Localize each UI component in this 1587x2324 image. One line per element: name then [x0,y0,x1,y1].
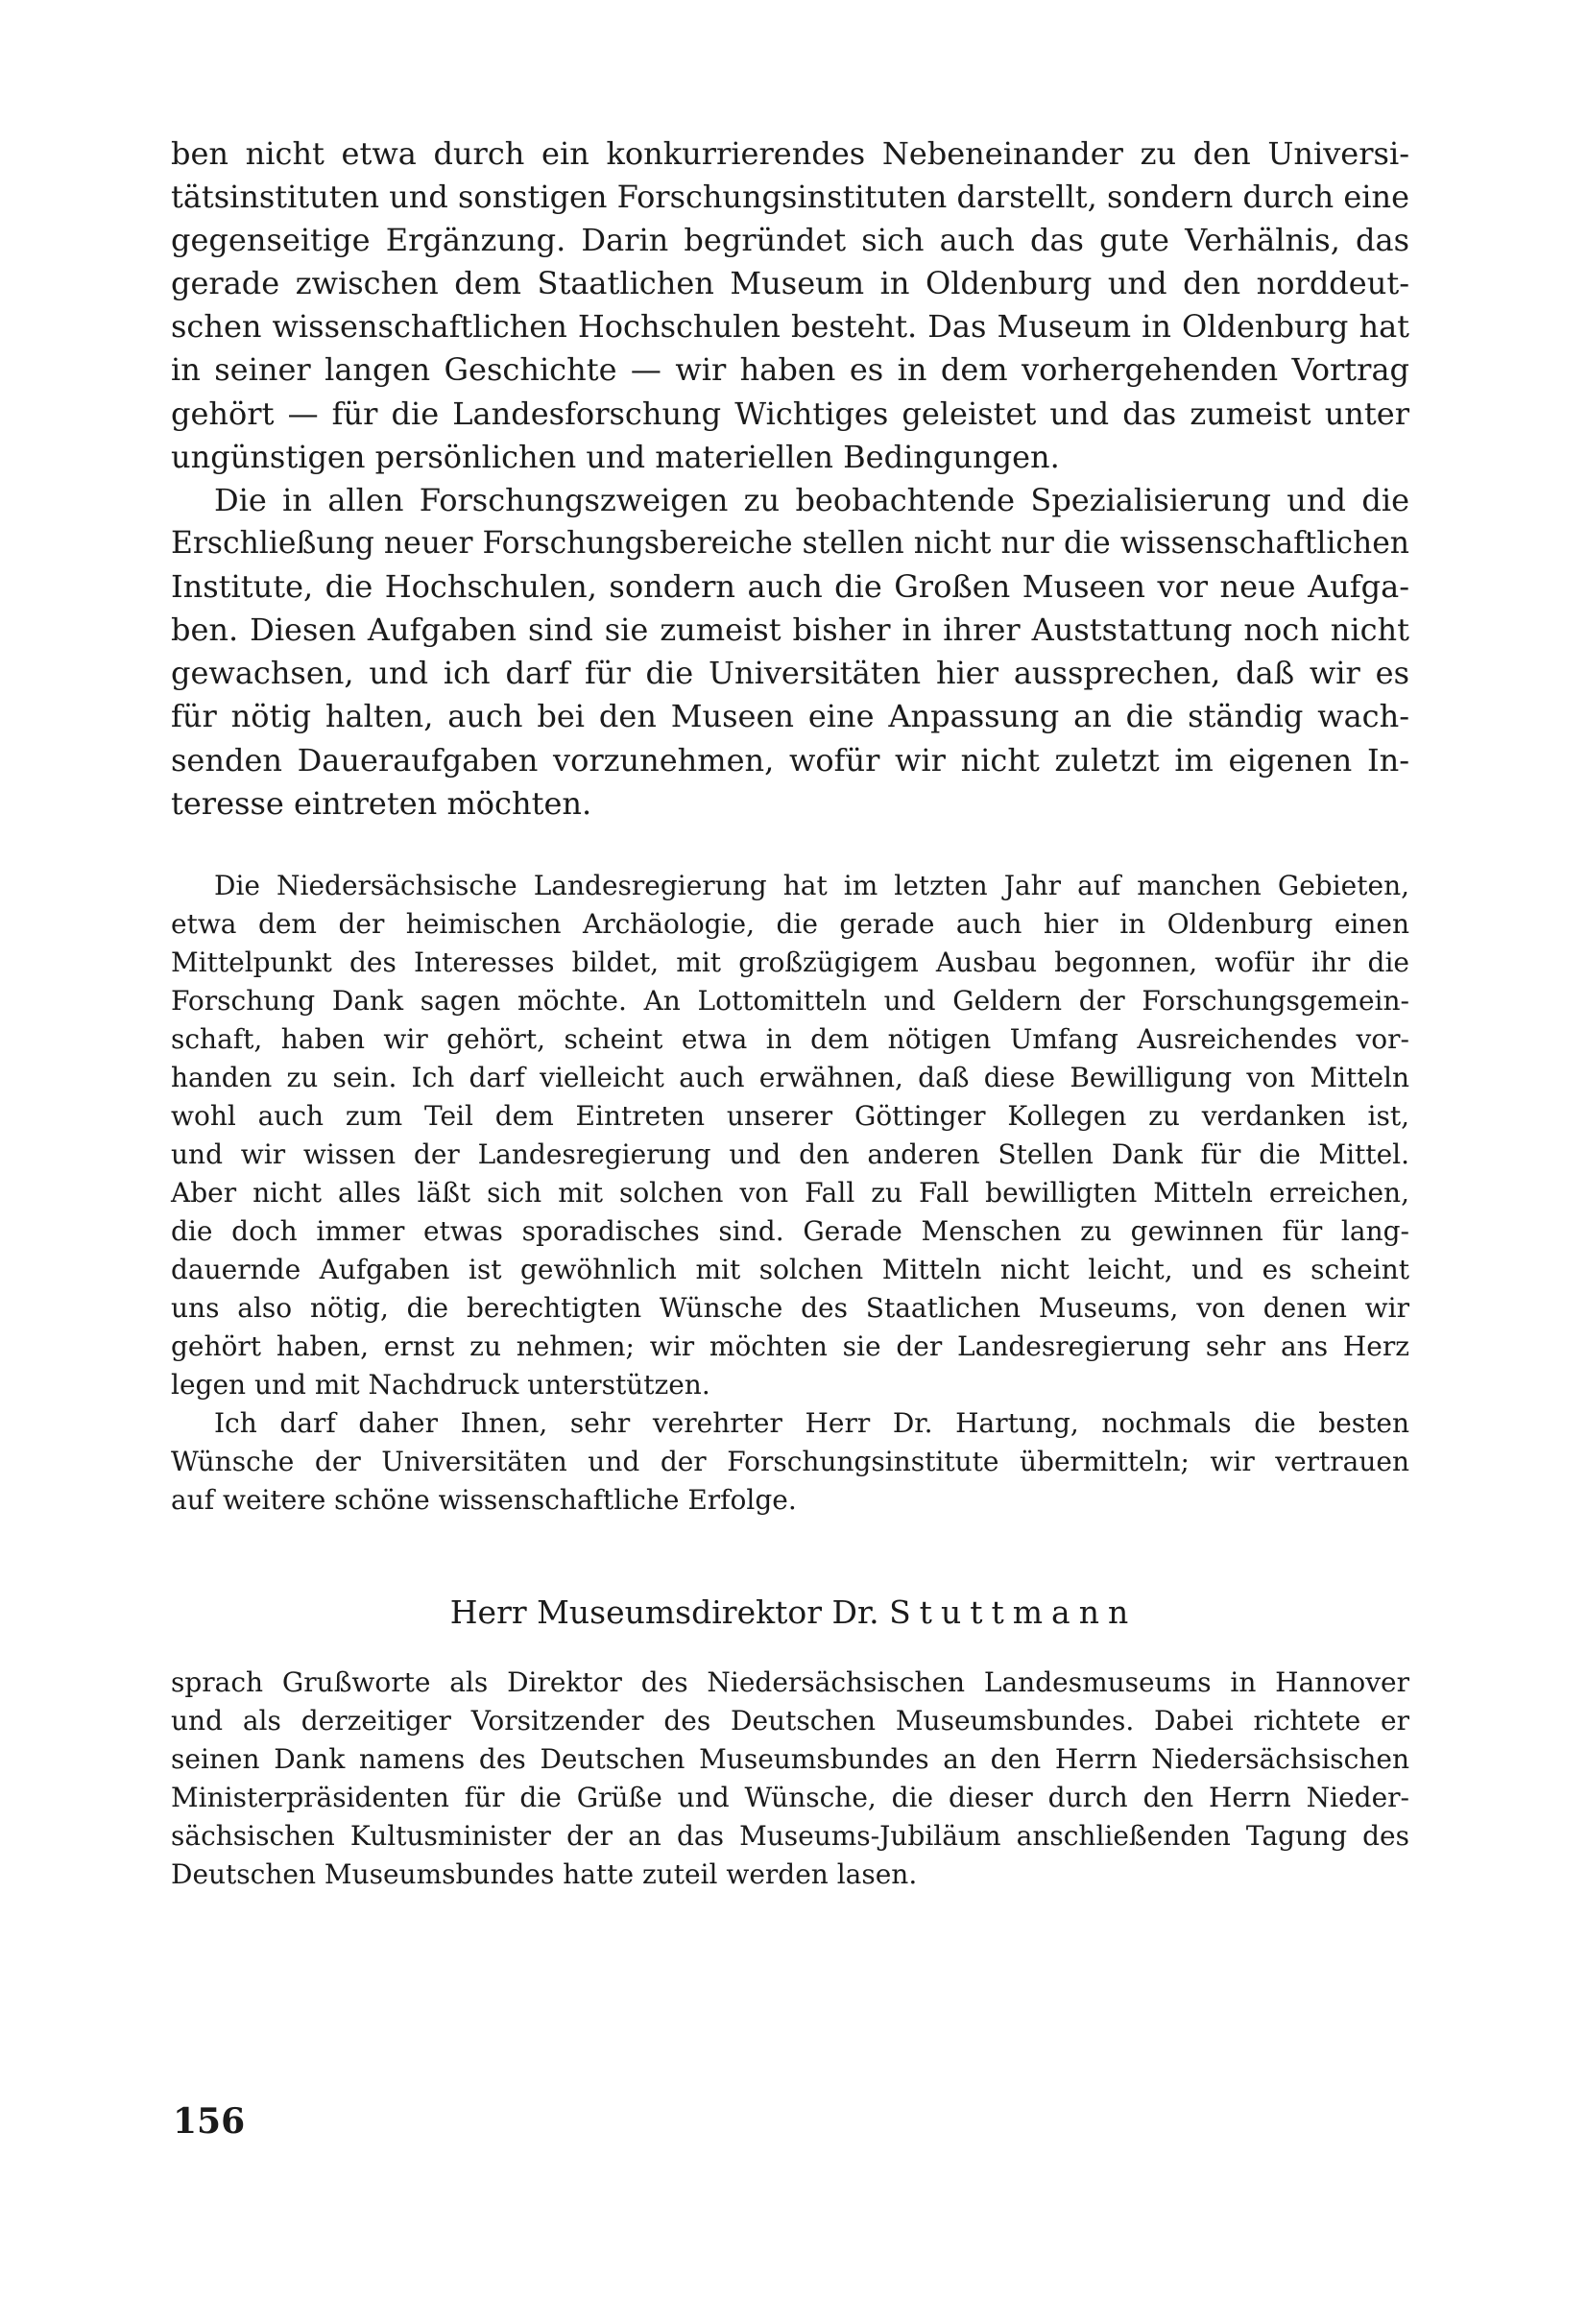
text-line: etwa dem der heimischen Archäologie, die gerade auch hier in Oldenburg einen [171,908,1409,940]
text-line: dauernde Aufgaben ist gewöhnlich mit solchen Mitteln nicht leicht, und es scheint [171,1254,1409,1285]
text-line: Erschließung neuer Forschungsbereiche stellen nicht nur die wissenschaftlichen [171,526,1409,562]
section-heading [0,1591,1587,1635]
text-line: Institute, die Hochschulen, sondern auch die Großen Museen vor neue Aufga- [171,568,1409,606]
text-line: handen zu sein. Ich darf vielleicht auch erwähnen, daß diese Bewilligung von Mitteln [171,1062,1409,1093]
text-line: gehört haben, ernst zu nehmen; wir möchten sie der Landesregierung sehr ans Herz [171,1330,1409,1362]
text-line: gewachsen, und ich darf für die Universitäten hier aussprechen, daß wir es [171,655,1409,692]
text-line: gegenseitige Ergänzung. Darin begründet sich auch das gute Verhälnis, das [171,222,1409,259]
page-number: 156 [173,2101,246,2142]
text-line: seinen Dank namens des Deutschen Museumsbundes an den Herrn Niedersächsischen [171,1743,1409,1775]
text-line: wohl auch zum Teil dem Eintreten unserer Göttinger Kollegen zu verdanken ist, [171,1100,1409,1132]
text-line: teresse eintreten möchten. [171,784,592,822]
text-line: sächsischen Kultusminister der an das Museums-Jubiläum anschließenden Tagung des [171,1820,1409,1852]
heading-title: Herr Museumsdirektor Dr. [449,1593,890,1631]
text-line: Die Niedersächsische Landesregierung hat im letzten Jahr auf manchen Gebieten, [214,870,1409,901]
text-line: Wünsche der Universitäten und der Forschungsinstitute übermitteln; wir vertrauen [171,1446,1409,1477]
text-line: schen wissenschaftlichen Hochschulen besteht. Das Museum in Oldenburg hat [171,308,1409,346]
text-line: ben nicht etwa durch ein konkurrierendes Nebeneinander zu den Universi- [171,135,1409,172]
paragraph-2 [171,479,1409,826]
text-line: Forschung Dank sagen möchte. An Lottomitteln und Geldern der Forschungsgemein- [171,985,1409,1017]
paragraph-1 [171,132,1409,479]
text-line: tätsinstituten und sonstigen Forschungsinstituten darstellt, sondern durch eine [171,179,1409,216]
paragraph-3 [171,867,1409,1404]
text-line: ben. Diesen Aufgaben sind sie zumeist bisher in ihrer Auststattung noch nicht [171,611,1409,649]
text-line: uns also nötig, die berechtigten Wünsche des Staatlichen Museums, von denen wir [171,1292,1409,1324]
text-line: für nötig halten, auch bei den Museen eine Anpassung an die ständig wach- [171,698,1409,735]
text-line: schaft, haben wir gehört, scheint etwa in dem nötigen Umfang Ausreichendes vor- [171,1023,1409,1055]
text-line: Mittelpunkt des Interesses bildet, mit großzügigem Ausbau begonnen, wofür ihr die [171,946,1409,978]
text-line: senden Daueraufgaben vorzunehmen, wofür wir nicht zuletzt im eigenen In- [171,741,1409,779]
text-line: Ich darf daher Ihnen, sehr verehrter Herr Dr. Hartung, nochmals die besten [214,1407,1409,1439]
text-line: Ministerpräsidenten für die Grüße und Wünsche, die dieser durch den Herrn Nieder- [171,1782,1409,1813]
text-line: Deutschen Museumsbundes hatte zuteil werden lasen. [171,1858,918,1890]
text-line: und als derzeitiger Vorsitzender des Deutschen Museumsbundes. Dabei richtete er [171,1705,1409,1737]
text-line: legen und mit Nachdruck unterstützen. [171,1369,710,1401]
text-line: gehört — für die Landesforschung Wichtiges geleistet und das zumeist unter [171,395,1409,432]
text-line: die doch immer etwas sporadisches sind. Gerade Menschen zu gewinnen für lang- [171,1215,1409,1247]
text-line: und wir wissen der Landesregierung und den anderen Stellen Dank für die Mittel. [171,1138,1409,1170]
heading-name: Stuttmann [889,1593,1138,1631]
text-line: Die in allen Forschungszweigen zu beobachtende Spezialisierung und die [214,482,1409,518]
text-line: gerade zwischen dem Staatlichen Museum in Oldenburg und den norddeut- [171,265,1409,302]
text-line: Aber nicht alles läßt sich mit solchen von Fall zu Fall bewilligten Mitteln erreichen, [171,1177,1409,1209]
text-line: auf weitere schöne wissenschaftliche Erfolge. [171,1484,797,1516]
paragraph-5 [171,1664,1409,1894]
text-line: sprach Grußworte als Direktor des Niedersächsischen Landesmuseums in Hannover [171,1666,1409,1698]
text-line: in seiner langen Geschichte — wir haben es in dem vorhergehenden Vortrag [171,351,1409,389]
paragraph-4 [171,1404,1409,1520]
text-line: ungünstigen persönlichen und materiellen Bedingungen. [171,438,1060,475]
